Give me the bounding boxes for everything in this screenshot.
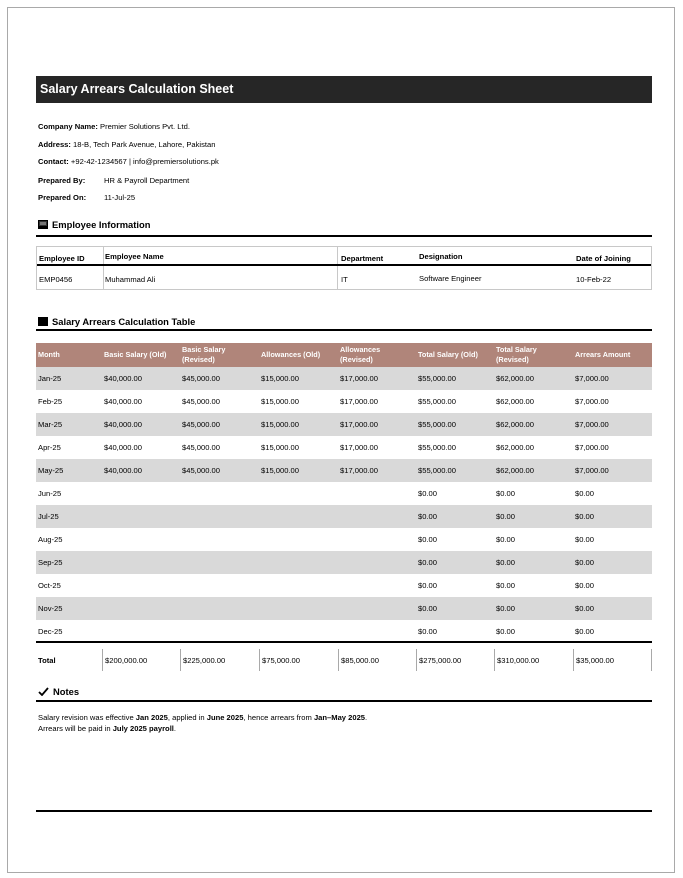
table-cell: $62,000.00 — [496, 397, 535, 406]
table-cell: Mar-25 — [38, 420, 63, 429]
note-emphasis: Jan–May 2025 — [313, 713, 366, 722]
note-emphasis: July 2025 payroll — [112, 724, 174, 733]
table-cell: $0.00 — [575, 489, 595, 498]
table-cell: Aug-25 — [38, 535, 63, 544]
table-cell: $17,000.00 — [340, 374, 379, 383]
table-cell: $0.00 — [418, 604, 438, 613]
total-total-old: $275,000.00 — [416, 649, 494, 671]
table-cell: $17,000.00 — [340, 443, 379, 452]
notes-text — [38, 712, 367, 734]
table-row — [36, 505, 652, 528]
table-cell: $40,000.00 — [104, 397, 143, 406]
table-row — [36, 551, 652, 574]
table-cell: $55,000.00 — [418, 443, 457, 452]
col-basic-revised — [182, 345, 225, 365]
table-cell: $62,000.00 — [496, 374, 535, 383]
table-cell: $0.00 — [418, 558, 438, 567]
table-cell: $55,000.00 — [418, 397, 457, 406]
table-cell: $17,000.00 — [340, 397, 379, 406]
table-cell: $45,000.00 — [182, 397, 221, 406]
company-name-value: Premier Solutions Pvt. Ltd. — [100, 122, 190, 131]
note-text: Arrears will be paid in — [38, 724, 113, 733]
col-allow-revised-line2: (Revised) — [340, 355, 373, 364]
employee-section-divider — [36, 235, 652, 237]
col-basic-old: Basic Salary (Old) — [104, 350, 167, 359]
table-cell: $15,000.00 — [261, 420, 300, 429]
table-cell: $7,000.00 — [575, 397, 609, 406]
table-cell: Nov-25 — [38, 604, 63, 613]
note-emphasis: June 2025 — [206, 713, 244, 722]
checkmark-icon — [38, 687, 49, 696]
emp-value-dept: IT — [341, 275, 348, 284]
table-cell: $55,000.00 — [418, 420, 457, 429]
table-cell: $0.00 — [575, 535, 595, 544]
table-cell: $7,000.00 — [575, 420, 609, 429]
note-text: Salary revision was effective — [38, 713, 136, 722]
table-section-divider — [36, 329, 652, 331]
employee-info-table — [36, 246, 652, 290]
notes-divider — [36, 700, 652, 702]
emp-header-joining: Date of Joining — [576, 254, 631, 263]
table-cell: $0.00 — [575, 627, 595, 636]
employee-section-heading — [38, 219, 150, 230]
table-cell: $45,000.00 — [182, 374, 221, 383]
table-cell: $0.00 — [496, 512, 516, 521]
table-cell: $55,000.00 — [418, 374, 457, 383]
contact-line — [38, 157, 219, 166]
table-section-heading — [38, 316, 195, 327]
computer-icon — [38, 220, 48, 229]
address-value: 18-B, Tech Park Avenue, Lahore, Pakistan — [73, 140, 216, 149]
emp-header-dept: Department — [341, 254, 384, 263]
table-cell: Oct-25 — [38, 581, 61, 590]
table-cell: May-25 — [38, 466, 64, 475]
table-row — [36, 620, 652, 643]
table-cell: $0.00 — [418, 627, 438, 636]
table-row — [36, 390, 652, 413]
table-cell: Jun-25 — [38, 489, 62, 498]
table-cell: $0.00 — [496, 627, 516, 636]
table-cell: $0.00 — [496, 581, 516, 590]
prepared-on-label: Prepared On: — [38, 193, 87, 202]
col-total-revised-line1: Total Salary — [496, 345, 537, 354]
table-row — [36, 528, 652, 551]
emp-col-divider — [337, 247, 338, 289]
table-cell: $0.00 — [575, 581, 595, 590]
table-cell: $0.00 — [418, 489, 438, 498]
table-cell: $0.00 — [496, 489, 516, 498]
notes-line-1 — [38, 712, 367, 723]
table-row — [36, 413, 652, 436]
table-cell: $40,000.00 — [104, 466, 143, 475]
prepared-by-value: HR & Payroll Department — [104, 176, 190, 185]
salary-table-header — [36, 343, 652, 367]
emp-value-name: Muhammad Ali — [105, 275, 156, 284]
table-row — [36, 482, 652, 505]
notes-line-2 — [38, 723, 367, 734]
note-text: , hence arrears from — [243, 713, 314, 722]
table-row — [36, 436, 652, 459]
total-basic-old: $200,000.00 — [102, 649, 180, 671]
total-basic-revised: $225,000.00 — [180, 649, 259, 671]
table-cell: $62,000.00 — [496, 420, 535, 429]
table-cell: $17,000.00 — [340, 420, 379, 429]
col-allow-revised — [340, 345, 380, 365]
col-basic-revised-line2: (Revised) — [182, 355, 215, 364]
table-cell: Apr-25 — [38, 443, 61, 452]
emp-header-designation: Designation — [419, 252, 463, 261]
table-cell: Jan-25 — [38, 374, 62, 383]
table-cell: Sep-25 — [38, 558, 63, 567]
address-label: Address: — [38, 140, 71, 149]
emp-col-divider — [103, 247, 104, 289]
table-cell: $0.00 — [496, 558, 516, 567]
table-cell: $62,000.00 — [496, 443, 535, 452]
emp-header-name: Employee Name — [105, 252, 164, 261]
notes-section-title: Notes — [53, 686, 80, 697]
table-cell: $17,000.00 — [340, 466, 379, 475]
note-text: , applied in — [167, 713, 207, 722]
table-cell: $62,000.00 — [496, 466, 535, 475]
col-arrears: Arrears Amount — [575, 350, 631, 359]
table-row — [36, 367, 652, 390]
company-name-line — [38, 122, 190, 131]
table-cell: $45,000.00 — [182, 466, 221, 475]
table-section-title: Salary Arrears Calculation Table — [52, 316, 196, 327]
table-cell: $0.00 — [575, 604, 595, 613]
total-allow-revised: $85,000.00 — [338, 649, 416, 671]
table-cell: $15,000.00 — [261, 466, 300, 475]
note-emphasis: Jan 2025 — [135, 713, 168, 722]
contact-value: +92-42-1234567 | info@premiersolutions.pk — [70, 157, 219, 166]
table-cell: $7,000.00 — [575, 374, 609, 383]
col-total-old: Total Salary (Old) — [418, 350, 478, 359]
col-total-revised-line2: (Revised) — [496, 355, 529, 364]
emp-header-id: Employee ID — [39, 254, 85, 263]
table-total-divider — [36, 641, 652, 643]
emp-header-underline — [37, 264, 651, 266]
table-cell: $0.00 — [496, 535, 516, 544]
table-cell: $7,000.00 — [575, 466, 609, 475]
table-cell: $45,000.00 — [182, 443, 221, 452]
table-cell: $40,000.00 — [104, 443, 143, 452]
totals-row — [36, 649, 652, 671]
table-cell: $0.00 — [418, 581, 438, 590]
total-total-revised: $310,000.00 — [494, 649, 573, 671]
table-cell: $0.00 — [575, 512, 595, 521]
company-name-label: Company Name: — [38, 122, 98, 131]
total-arrears: $35,000.00 — [573, 649, 652, 671]
total-label: Total — [38, 656, 56, 665]
table-cell: Dec-25 — [38, 627, 63, 636]
table-block-icon — [38, 317, 48, 326]
table-cell: $40,000.00 — [104, 420, 143, 429]
table-cell: $0.00 — [575, 558, 595, 567]
table-cell: $0.00 — [418, 535, 438, 544]
table-row — [36, 459, 652, 482]
table-cell: $0.00 — [418, 512, 438, 521]
table-cell: $55,000.00 — [418, 466, 457, 475]
emp-value-joining: 10-Feb-22 — [576, 275, 612, 284]
table-cell: Feb-25 — [38, 397, 63, 406]
col-total-revised — [496, 345, 537, 365]
table-cell: $15,000.00 — [261, 374, 300, 383]
table-cell: $0.00 — [496, 604, 516, 613]
table-row — [36, 574, 652, 597]
table-cell: $15,000.00 — [261, 443, 300, 452]
contact-label: Contact: — [38, 157, 69, 166]
table-cell: $7,000.00 — [575, 443, 609, 452]
table-row — [36, 597, 652, 620]
table-cell: $45,000.00 — [182, 420, 221, 429]
emp-value-designation: Software Engineer — [419, 274, 482, 283]
prepared-by-label: Prepared By: — [38, 176, 86, 185]
emp-value-id: EMP0456 — [39, 275, 73, 284]
footer-divider — [36, 810, 652, 812]
address-line — [38, 140, 215, 149]
table-cell: Jul-25 — [38, 512, 59, 521]
note-text: . — [173, 724, 177, 733]
employee-section-title: Employee Information — [52, 219, 151, 230]
col-allow-revised-line1: Allowances — [340, 345, 381, 354]
page-title: Salary Arrears Calculation Sheet — [36, 76, 652, 103]
col-month: Month — [38, 350, 60, 359]
col-allow-old: Allowances (Old) — [261, 350, 321, 359]
table-cell: $15,000.00 — [261, 397, 300, 406]
table-cell: $40,000.00 — [104, 374, 143, 383]
prepared-on-value: 11-Jul-25 — [104, 193, 136, 202]
total-allow-old: $75,000.00 — [259, 649, 338, 671]
col-basic-revised-line1: Basic Salary — [182, 345, 226, 354]
note-text: . — [365, 713, 368, 722]
notes-section-heading — [38, 686, 79, 697]
